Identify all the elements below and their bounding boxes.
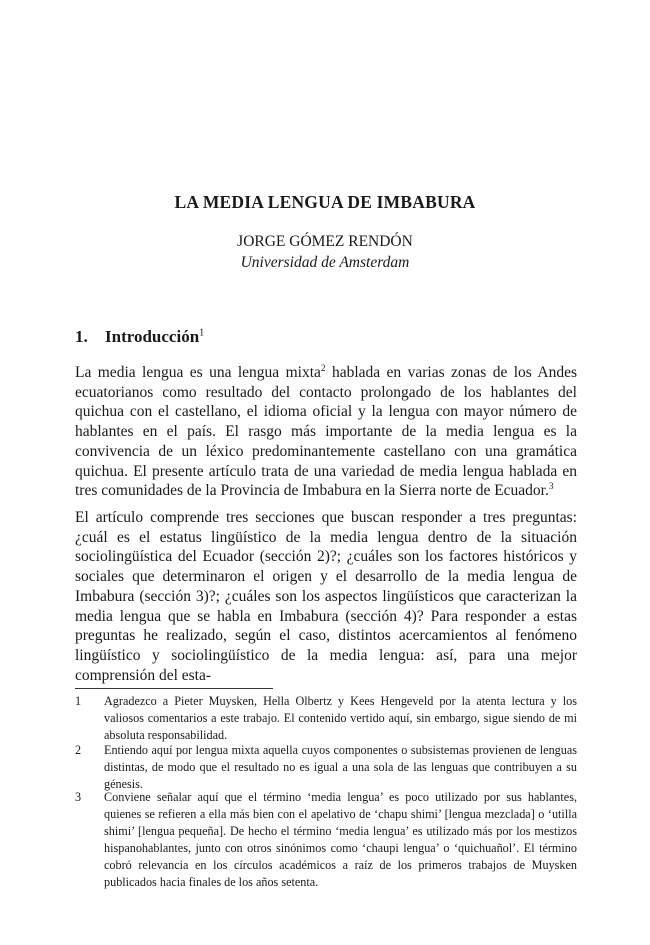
footnote-number: 1: [75, 694, 82, 708]
footnote-ref-2: 2: [320, 363, 326, 374]
footnote-2: [75, 742, 577, 793]
section-heading: [75, 327, 204, 347]
footnote-text: Conviene señalar aquí que el término ‘media lengua’ es poco utilizado por sus hablantes, quienes se refieren a ella más bien con el apelativo de ‘chapu shimi’ [lengua mezclada] o ‘utilla shimi’ [lengua pequeña]. De hecho el término ‘media lengua’ es utilizado más por los mestizos hispanohablantes, junto con otros sinónimos como ‘chaupi lengua’ o ‘quichuañol’. El término cobró relevancia en los círculos académicos a raíz de los primeros trabajos de Muysken publicados hacia finales de los años setenta.: [104, 790, 577, 889]
footnote-text: Agradezco a Pieter Muysken, Hella Olbertz y Kees Hengeveld por la atenta lectura y los valiosos comentarios a este trabajo. El contenido vertido aquí, sin embargo, sigue siendo de mi absoluta responsabilidad.: [104, 694, 577, 742]
section-title: Introducción: [105, 327, 200, 346]
footnote-3: [75, 789, 577, 890]
paragraph-2: El artículo comprende tres secciones que buscan responder a tres preguntas: ¿cuál es el estatus lingüístico de la media lengua dentro de la situación sociolingüística del Ecuador (sección 2)?; ¿cuáles son los factores históricos y sociales que determinaron el origen y el desarrollo de la media lengua de Imbabura (sección 3)?; ¿cuáles son los aspectos lingüísticos que caracterizan la media lengua que se habla en Imbabura (sección 4)? Para responder a estas preguntas he realizado, según el caso, distintos acercamientos al fenómeno lingüístico y sociolingüístico de la media lengua: así, para una mejor comprensión del esta-: [75, 509, 577, 684]
article-title: LA MEDIA LENGUA DE IMBABURA: [174, 192, 476, 212]
author-affiliation: Universidad de Amsterdam: [240, 254, 410, 271]
footnote-1: [75, 693, 577, 744]
author-name: JORGE GÓMEZ RENDÓN: [237, 233, 413, 250]
section-number: 1.: [75, 327, 88, 346]
footnote-separator: [75, 688, 273, 689]
paragraph-1-text-b: hablada en varias zonas de los Andes ecuatorianos como resultado del contacto prolongado de los hablantes del quichua con el castellano, el idioma oficial y la lengua con mayor número de hablantes en el país. El rasgo más importante de la media lengua es la convivencia de un léxico predominantemente castellano con una gramática quichua. El presente artículo trata de una variedad de media lengua hablada en tres comunidades de la Provincia de Imbabura en la Sierra norte de Ecuador.: [75, 364, 577, 500]
footnote-number: 3: [75, 790, 82, 804]
footnote-ref-3: 3: [548, 482, 554, 493]
footnote-ref-1: 1: [199, 327, 205, 339]
footnote-text: Entiendo aquí por lengua mixta aquella cuyos componentes o subsistemas provienen de lenguas distintas, de modo que el resultado no es igual a una sola de las lenguas que contribuyen a su génesis.: [104, 743, 577, 791]
footnote-number: 2: [75, 743, 82, 757]
paragraph-1: [75, 363, 577, 501]
paragraph-1-text-a: La media lengua es una lengua mixta: [75, 364, 321, 381]
